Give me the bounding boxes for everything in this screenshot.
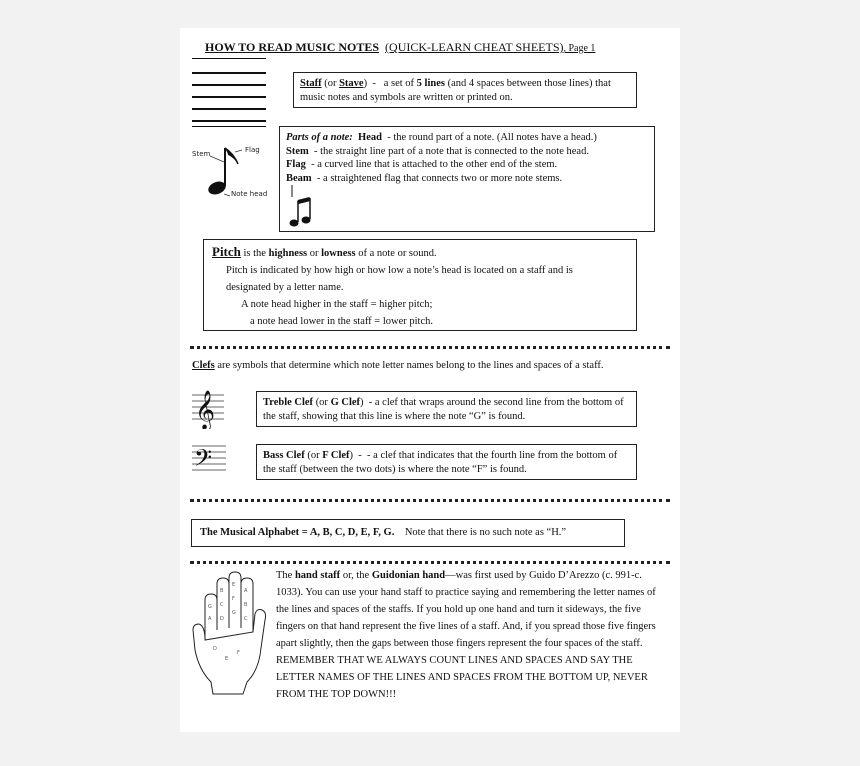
title-sub: (QUICK-LEARN CHEAT SHEETS) bbox=[385, 40, 564, 54]
pitch-term: Pitch bbox=[212, 244, 241, 259]
section-divider bbox=[190, 346, 670, 349]
svg-text:F: F bbox=[232, 596, 235, 602]
note-head-label: Note head bbox=[231, 190, 268, 198]
bass-clef-icon bbox=[192, 440, 226, 478]
guidonian-hand-icon bbox=[191, 570, 269, 700]
page-title bbox=[205, 40, 595, 55]
svg-text:C: C bbox=[244, 616, 248, 622]
note-parts-box: Parts of a note: Head - the round part of a note. (All notes have a head.) Stem - the straight line part of a note that is connected to the note head. Flag - a curved line that is attached to the other end of the stem. Beam - a straightened flag that connects two or more note stems. bbox=[279, 126, 655, 232]
title-main: HOW TO READ MUSIC NOTES bbox=[205, 40, 380, 54]
svg-text:A: A bbox=[244, 588, 248, 594]
reminder-text: REMEMBER THAT WE ALWAYS COUNT LINES AND SPACES AND SAY THE LETTER NAMES OF THE LINES AND SPACES FROM THE BOTTOM UP, NEVER FROM THE TOP DOWN!!! bbox=[276, 655, 648, 700]
svg-text:E: E bbox=[232, 582, 236, 588]
svg-text:𝄞: 𝄞 bbox=[195, 390, 216, 429]
svg-text:D: D bbox=[220, 616, 224, 622]
section-divider bbox=[190, 561, 670, 564]
svg-text:A: A bbox=[208, 616, 212, 622]
svg-text:F: F bbox=[237, 650, 240, 656]
svg-text:B: B bbox=[244, 602, 248, 608]
clefs-term: Clefs bbox=[192, 360, 215, 371]
svg-text:𝄢: 𝄢 bbox=[194, 444, 213, 477]
pitch-box: Pitch is the highness or lowness of a note or sound. Pitch is indicated by how high or how low a note’s head is located on a staff and is designated by a letter name. A note head higher in the staff = higher pitch; a note head lower in the staff = lower pitch. bbox=[203, 239, 637, 331]
svg-text:D: D bbox=[213, 646, 217, 652]
title-page-number: , Page 1 bbox=[563, 43, 596, 54]
treble-clef-icon bbox=[192, 383, 224, 429]
flag-label: Flag bbox=[245, 146, 260, 154]
musical-alphabet-box: The Musical Alphabet = A, B, C, D, E, F, G. Note that there is no such note as “H.” bbox=[191, 519, 625, 547]
svg-text:E: E bbox=[225, 656, 229, 662]
svg-text:G: G bbox=[232, 610, 236, 616]
svg-text:C: C bbox=[220, 602, 224, 608]
svg-text:G: G bbox=[208, 604, 212, 610]
beamed-notes-icon bbox=[286, 183, 316, 229]
guidonian-hand-text: The hand staff or, the Guidonian hand—was first used by Guido D’Arezzo (c. 991-c. 1033). You can use your hand staff to practice saying and remembering the letter names of the lines and spaces of the staffs. If you hold up one hand and turn it sideways, the five fingers on that hand represent the five lines of a staff. And, if you spread those five fingers apart slightly, then the gaps between those fingers represent the four spaces of the staff. REMEMBER THAT WE ALWAYS COUNT LINES AND SPACES AND SAY THE LETTER NAMES OF THE LINES AND SPACES FROM THE BOTTOM UP, NEVER FROM THE TOP DOWN!!! bbox=[276, 567, 664, 703]
stem-label: Stem bbox=[192, 150, 211, 158]
stave-term: Stave bbox=[339, 78, 364, 89]
svg-text:B: B bbox=[220, 588, 224, 594]
clefs-intro: Clefs are symbols that determine which note letter names belong to the lines and spaces of a staff. bbox=[192, 360, 604, 371]
staff-definition-box: Staff (or Stave) - a set of 5 lines (and 4 spaces between those lines) that music notes and symbols are written or printed on. bbox=[293, 72, 637, 108]
treble-clef-box: Treble Clef (or G Clef) - a clef that wraps around the second line from the bottom of the staff, showing that this line is where the note “G” is found. bbox=[256, 391, 637, 427]
bass-clef-box: Bass Clef (or F Clef) - - a clef that indicates that the fourth line from the bottom of the staff (between the two dots) is where the note “F” is found. bbox=[256, 444, 637, 480]
musical-alphabet: The Musical Alphabet = A, B, C, D, E, F, G. bbox=[200, 527, 395, 538]
section-divider bbox=[190, 499, 670, 502]
staff-term: Staff bbox=[300, 78, 322, 89]
